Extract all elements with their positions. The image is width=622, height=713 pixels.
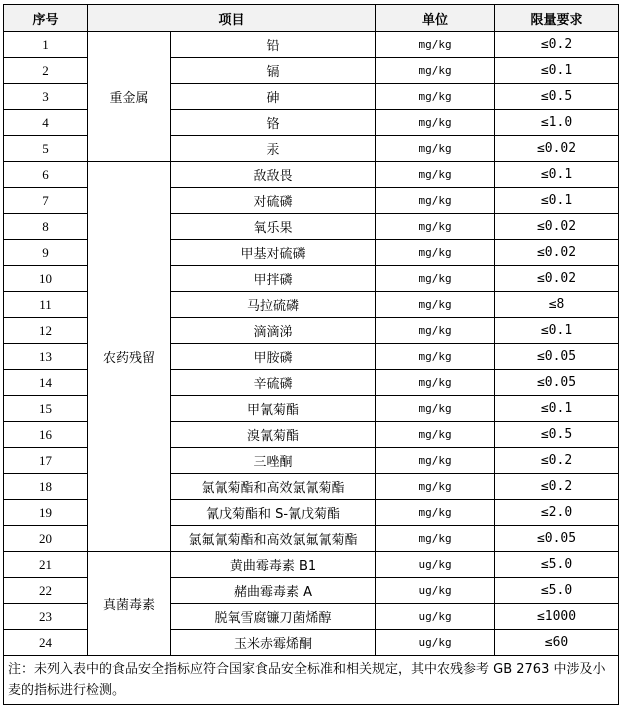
- item-name: 敌敌畏: [171, 162, 376, 188]
- row-number: 16: [4, 422, 88, 448]
- item-name: 甲氰菊酯: [171, 396, 376, 422]
- item-limit: ≤0.5: [495, 422, 619, 448]
- item-name: 氧乐果: [171, 214, 376, 240]
- item-name: 铬: [171, 110, 376, 136]
- row-number: 6: [4, 162, 88, 188]
- row-number: 20: [4, 526, 88, 552]
- item-limit: ≤60: [495, 630, 619, 656]
- item-limit: ≤0.1: [495, 58, 619, 84]
- item-name: 对硫磷: [171, 188, 376, 214]
- row-number: 5: [4, 136, 88, 162]
- item-name: 甲拌磷: [171, 266, 376, 292]
- item-unit: mg/kg: [376, 32, 495, 58]
- item-name: 马拉硫磷: [171, 292, 376, 318]
- item-unit: mg/kg: [376, 500, 495, 526]
- item-name: 黄曲霉毒素 B1: [171, 552, 376, 578]
- row-number: 3: [4, 84, 88, 110]
- row-number: 13: [4, 344, 88, 370]
- row-number: 14: [4, 370, 88, 396]
- item-limit: ≤0.05: [495, 370, 619, 396]
- item-unit: mg/kg: [376, 448, 495, 474]
- header-row: [4, 5, 619, 32]
- row-number: 10: [4, 266, 88, 292]
- item-unit: ug/kg: [376, 578, 495, 604]
- row-number: 4: [4, 110, 88, 136]
- item-name: 滴滴涕: [171, 318, 376, 344]
- row-number: 2: [4, 58, 88, 84]
- item-unit: mg/kg: [376, 188, 495, 214]
- row-number: 7: [4, 188, 88, 214]
- item-name: 甲胺磷: [171, 344, 376, 370]
- item-unit: mg/kg: [376, 474, 495, 500]
- item-limit: ≤0.2: [495, 448, 619, 474]
- row-number: 24: [4, 630, 88, 656]
- item-unit: mg/kg: [376, 292, 495, 318]
- item-unit: ug/kg: [376, 604, 495, 630]
- item-limit: ≤0.02: [495, 266, 619, 292]
- item-limit: ≤5.0: [495, 578, 619, 604]
- item-unit: mg/kg: [376, 396, 495, 422]
- item-name: 溴氰菊酯: [171, 422, 376, 448]
- row-number: 19: [4, 500, 88, 526]
- row-number: 15: [4, 396, 88, 422]
- item-limit: ≤5.0: [495, 552, 619, 578]
- item-limit: ≤0.02: [495, 214, 619, 240]
- row-number: 18: [4, 474, 88, 500]
- item-limit: ≤0.1: [495, 396, 619, 422]
- item-name: 赭曲霉毒素 A: [171, 578, 376, 604]
- item-name: 氯氟氰菊酯和高效氯氟氰菊酯: [171, 526, 376, 552]
- item-limit: ≤0.05: [495, 526, 619, 552]
- table-row: [4, 552, 619, 578]
- item-limit: ≤8: [495, 292, 619, 318]
- item-limit: ≤0.2: [495, 32, 619, 58]
- item-unit: ug/kg: [376, 552, 495, 578]
- row-number: 17: [4, 448, 88, 474]
- item-limit: ≤1.0: [495, 110, 619, 136]
- item-unit: ug/kg: [376, 630, 495, 656]
- item-name: 铅: [171, 32, 376, 58]
- category-pesticide: 农药残留: [88, 162, 171, 552]
- row-number: 9: [4, 240, 88, 266]
- header-unit: 单位: [376, 5, 495, 32]
- item-limit: ≤0.1: [495, 318, 619, 344]
- item-name: 氯氰菊酯和高效氯氰菊酯: [171, 474, 376, 500]
- table-body: [4, 32, 619, 656]
- item-limit: ≤0.1: [495, 162, 619, 188]
- header-no: 序号: [4, 5, 88, 32]
- item-unit: mg/kg: [376, 58, 495, 84]
- item-unit: mg/kg: [376, 318, 495, 344]
- item-name: 镉: [171, 58, 376, 84]
- item-unit: mg/kg: [376, 370, 495, 396]
- table-row: [4, 32, 619, 58]
- footnote: 注：未列入表中的食品安全指标应符合国家食品安全标准和相关规定，其中农残参考 GB 2763 中涉及小麦的指标进行检测。: [4, 656, 619, 705]
- item-name: 汞: [171, 136, 376, 162]
- item-unit: mg/kg: [376, 162, 495, 188]
- item-limit: ≤0.2: [495, 474, 619, 500]
- row-number: 21: [4, 552, 88, 578]
- item-unit: mg/kg: [376, 266, 495, 292]
- item-limit: ≤2.0: [495, 500, 619, 526]
- item-name: 甲基对硫磷: [171, 240, 376, 266]
- note-row: [4, 656, 619, 705]
- item-name: 辛硫磷: [171, 370, 376, 396]
- item-unit: mg/kg: [376, 214, 495, 240]
- item-unit: mg/kg: [376, 84, 495, 110]
- item-name: 氰戊菊酯和 S-氰戊菊酯: [171, 500, 376, 526]
- limits-table: [3, 4, 619, 705]
- item-unit: mg/kg: [376, 526, 495, 552]
- item-name: 三唑酮: [171, 448, 376, 474]
- item-name: 玉米赤霉烯酮: [171, 630, 376, 656]
- row-number: 22: [4, 578, 88, 604]
- item-unit: mg/kg: [376, 136, 495, 162]
- row-number: 23: [4, 604, 88, 630]
- item-unit: mg/kg: [376, 110, 495, 136]
- item-limit: ≤0.02: [495, 136, 619, 162]
- item-limit: ≤0.1: [495, 188, 619, 214]
- row-number: 12: [4, 318, 88, 344]
- item-limit: ≤0.5: [495, 84, 619, 110]
- row-number: 11: [4, 292, 88, 318]
- item-name: 砷: [171, 84, 376, 110]
- item-name: 脱氧雪腐镰刀菌烯醇: [171, 604, 376, 630]
- category-heavy-metal: 重金属: [88, 32, 171, 162]
- header-item: 项目: [88, 5, 376, 32]
- item-limit: ≤0.02: [495, 240, 619, 266]
- item-limit: ≤1000: [495, 604, 619, 630]
- item-unit: mg/kg: [376, 344, 495, 370]
- item-unit: mg/kg: [376, 422, 495, 448]
- category-mycotoxin: 真菌毒素: [88, 552, 171, 656]
- item-unit: mg/kg: [376, 240, 495, 266]
- row-number: 1: [4, 32, 88, 58]
- item-limit: ≤0.05: [495, 344, 619, 370]
- table-row: [4, 162, 619, 188]
- header-limit: 限量要求: [495, 5, 619, 32]
- row-number: 8: [4, 214, 88, 240]
